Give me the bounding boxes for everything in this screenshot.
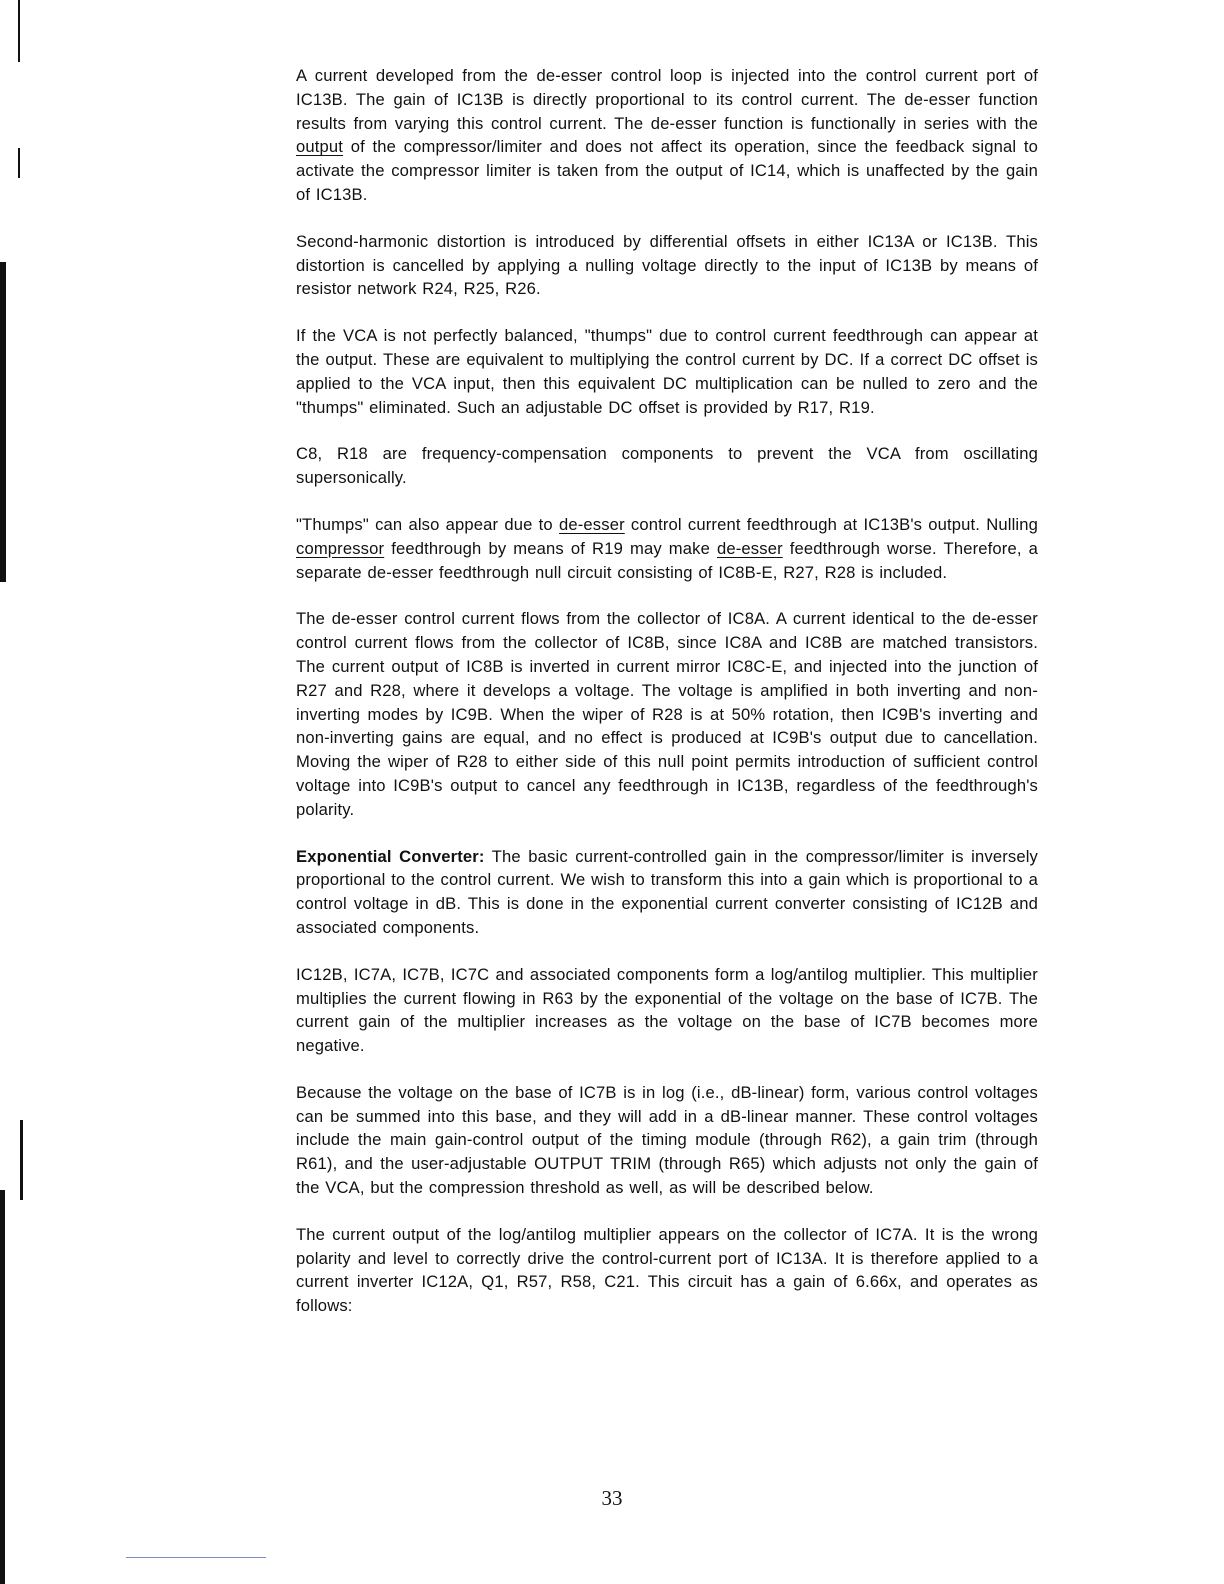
scan-edge-mark bbox=[20, 1120, 23, 1200]
scan-edge-mark bbox=[0, 262, 6, 582]
body-text bbox=[296, 64, 1038, 1341]
paragraph-deesser-control-loop: A current developed from the de-esser control loop is injected into the control current port of IC13B. The gain of IC13B is directly proportional to its control current. The de-esser function results from varying this control current. The de-esser function is functionally in series with the output of the compressor/limiter and does not affect its operation, since the feedback signal to activate the compressor limiter is taken from the output of IC14, which is unaffected by the gain of IC13B. bbox=[296, 66, 1038, 204]
section-heading: Exponential Converter: bbox=[296, 846, 485, 866]
paragraph-deesser-feedthrough: "Thumps" can also appear due to de-esser control current feedthrough at IC13B's output. Nulling compressor feedthrough by means of R19 may make de-esser feedthrough worse. Therefore, a separate de-esser feedthrough null circuit consisting of IC8B-E, R27, R28 is included. bbox=[296, 514, 1038, 582]
paragraph-vca-thumps: If the VCA is not perfectly balanced, "thumps" due to control current feedthrough can appear at the output. These are equivalent to multiplying the control current by DC. If a correct DC offset is applied to the VCA input, then this equivalent DC multiplication can be nulled to zero and the "thumps" eliminated. Such an adjustable DC offset is provided by R17, R19. bbox=[296, 326, 1038, 417]
page-number: 33 bbox=[601, 1486, 623, 1510]
scan-edge-mark bbox=[0, 1190, 5, 1584]
paragraph-control-voltages: Because the voltage on the base of IC7B is in log (i.e., dB-linear) form, various control voltages can be summed into this base, and they will add in a dB-linear manner. These control voltages include the main gain-control output of the timing module (through R62), a gain trim (through R61), and the user-adjustable OUTPUT TRIM (through R65) which adjusts not only the gain of the VCA, but the compression threshold as well, as will be described below. bbox=[296, 1082, 1038, 1198]
scan-edge-mark bbox=[18, 148, 20, 178]
paragraph-current-inverter: The current output of the log/antilog multiplier appears on the collector of IC7A. It is the wrong polarity and level to correctly drive the control-current port of IC13A. It is therefore applied to a current inverter IC12A, Q1, R57, R58, C21. This circuit has a gain of 6.66x, and operates as follows: bbox=[296, 1224, 1038, 1316]
paragraph-log-antilog-multiplier: IC12B, IC7A, IC7B, IC7C and associated components form a log/antilog multiplier. This multiplier multiplies the current flowing in R63 by the exponential of the voltage on the base of IC7B. The current gain of the multiplier increases as the voltage on the base of IC7B becomes more negative. bbox=[296, 964, 1038, 1056]
scan-edge-mark bbox=[18, 0, 20, 62]
paragraph-exponential-converter: Exponential Converter: The basic current-controlled gain in the compressor/limiter is inversely proportional to the control current. We wish to transform this into a gain which is proportional to a control voltage in dB. This is done in the exponential current converter consisting of IC12B and associated components. bbox=[296, 846, 1038, 937]
footnote-divider bbox=[126, 1557, 266, 1558]
paragraph-frequency-compensation: C8, R18 are frequency-compensation components to prevent the VCA from oscillating supersonically. bbox=[296, 444, 1038, 488]
paragraph-deesser-control-current: The de-esser control current flows from the collector of IC8A. A current identical to the de-esser control current flows from the collector of IC8B, since IC8A and IC8B are matched transistors. The current output of IC8B is inverted in current mirror IC8C-E, and injected into the junction of R27 and R28, where it develops a voltage. The voltage is amplified in both inverting and non-inverting modes by IC9B. When the wiper of R28 is at 50% rotation, then IC9B's inverting and non-inverting gains are equal, and no effect is produced at IC9B's output due to cancellation. Moving the wiper of R28 to either side of this null point permits introduction of sufficient control voltage into IC9B's output to cancel any feedthrough in IC13B, regardless of the feedthrough's polarity. bbox=[296, 609, 1038, 819]
paragraph-second-harmonic-distortion: Second-harmonic distortion is introduced by differential offsets in either IC13A or IC13B. This distortion is cancelled by applying a nulling voltage directly to the input of IC13B by means of resistor network R24, R25, R26. bbox=[296, 231, 1038, 299]
